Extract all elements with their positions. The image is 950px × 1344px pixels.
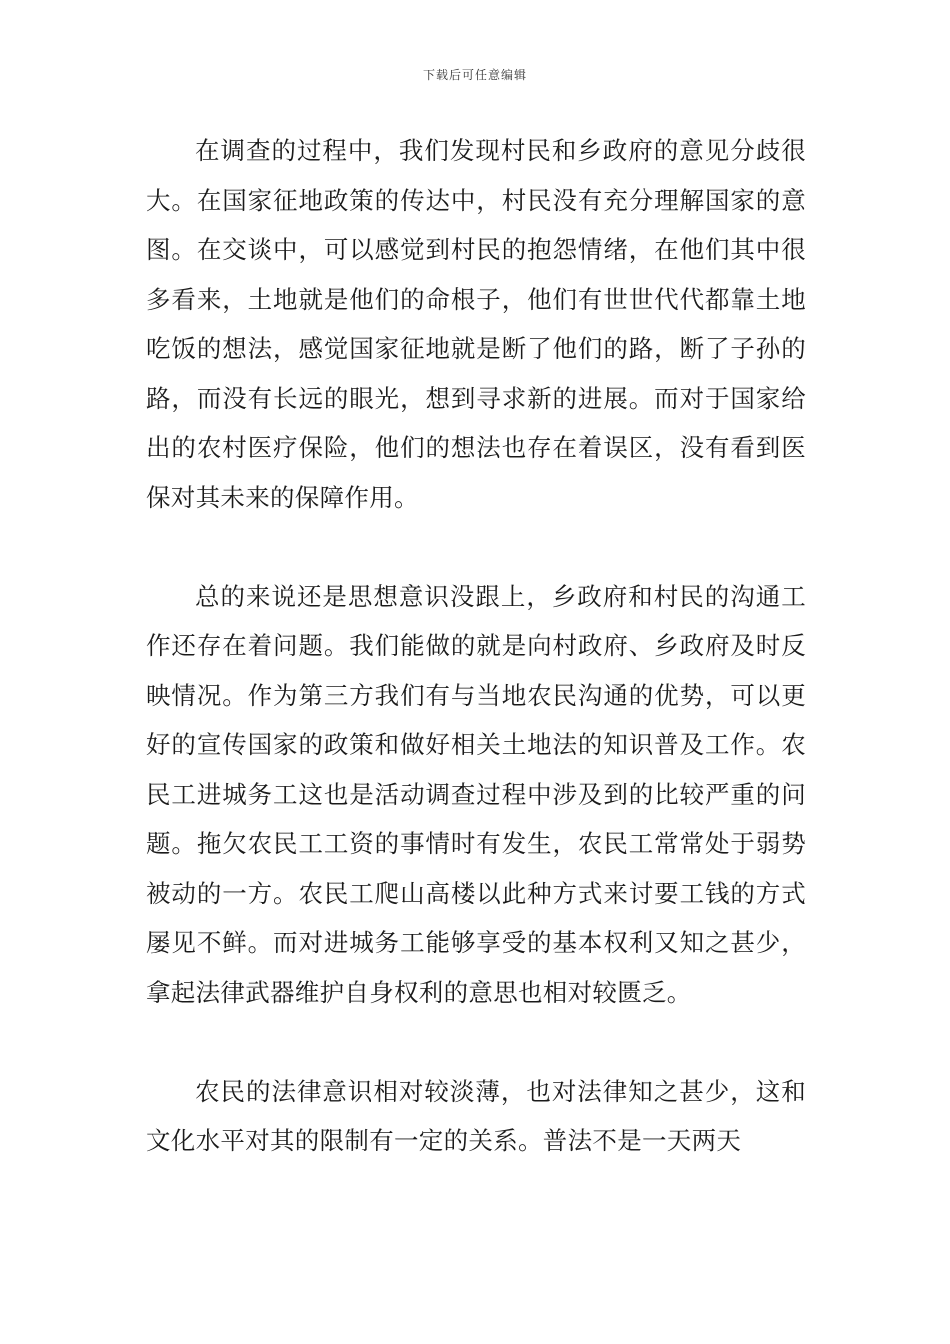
document-body	[146, 126, 806, 1166]
paragraph-2: 总的来说还是思想意识没跟上，乡政府和村民的沟通工作还存在着问题。我们能做的就是向村政府、乡政府及时反映情况。作为第三方我们有与当地农民沟通的优势，可以更好的宣传国家的政策和做好相关土地法的知识普及工作。农民工进城务工这也是活动调查过程中涉及到的比较严重的问题。拖欠农民工工资的事情时有发生，农民工常常处于弱势被动的一方。农民工爬山高楼以此种方式来讨要工钱的方式屡见不鲜。而对进城务工能够享受的基本权利又知之甚少，拿起法律武器维护自身权利的意思也相对较匮乏。	[146, 581, 806, 1007]
paragraph-1: 在调查的过程中，我们发现村民和乡政府的意见分歧很大。在国家征地政策的传达中，村民没有充分理解国家的意图。在交谈中，可以感觉到村民的抱怨情绪，在他们其中很多看来，土地就是他们的命根子，他们有世世代代都靠土地吃饭的想法，感觉国家征地就是断了他们的路，断了子孙的路，而没有长远的眼光，想到寻求新的进展。而对于国家给出的农村医疗保险，他们的想法也存在着误区，没有看到医保对其未来的保障作用。	[146, 136, 806, 512]
header-note: 下载后可任意编辑	[422, 68, 527, 82]
paragraph-3: 农民的法律意识相对较淡薄，也对法律知之甚少，这和文化水平对其的限制有一定的关系。普法不是一天两天	[146, 1076, 806, 1155]
